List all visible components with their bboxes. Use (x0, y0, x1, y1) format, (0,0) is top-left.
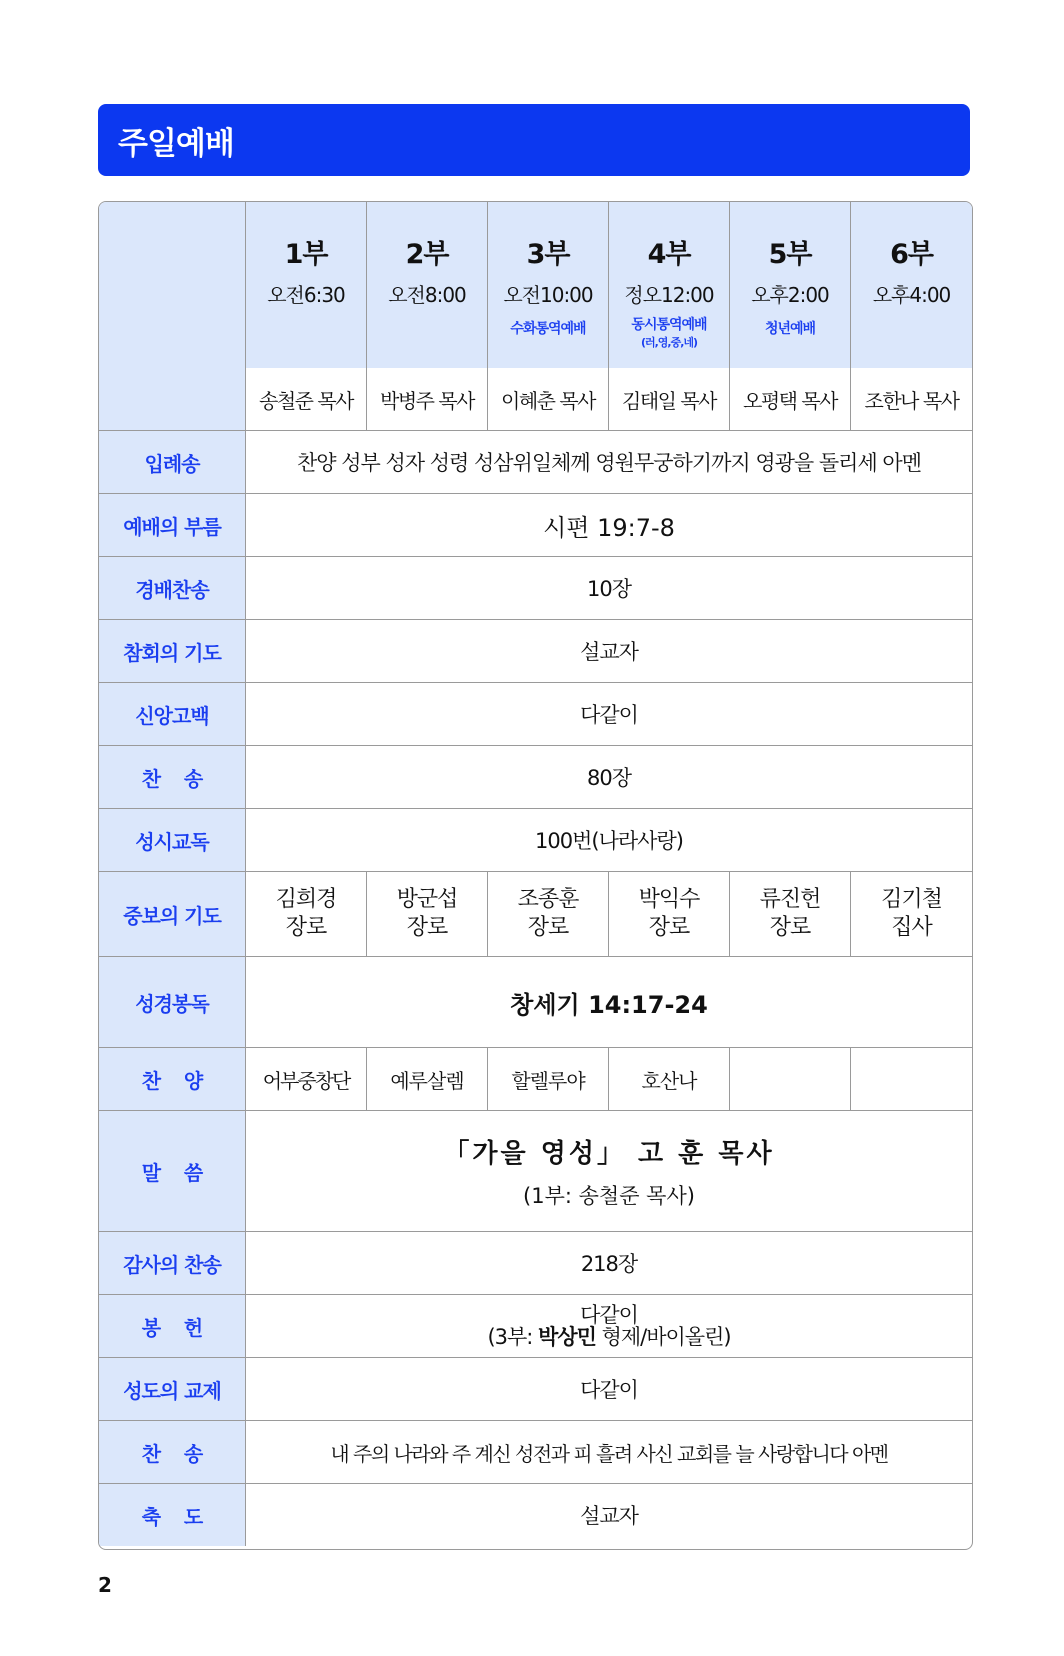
service-header-2 (367, 202, 488, 368)
service-header-4 (609, 202, 730, 368)
offering-performer: 박상민 (538, 1325, 596, 1349)
intercessor-cell (609, 872, 730, 957)
row-label-introit: 입례송 (99, 431, 246, 494)
row-label-creed: 신앙고백 (99, 683, 246, 746)
intercessor-title: 장로 (769, 915, 811, 940)
service-time: 오전8:00 (388, 283, 466, 307)
intercessor-cell (730, 872, 851, 957)
service-time: 오후2:00 (751, 283, 829, 307)
anthem-cell: 할렐루야 (488, 1048, 609, 1111)
service-note: 동시통역예배 (631, 317, 707, 333)
intercessor-title: 집사 (891, 915, 932, 940)
service-part: 5부 (768, 239, 812, 270)
service-note: 수화통역예배 (510, 321, 586, 337)
row-label-scripture: 성경봉독 (99, 957, 246, 1048)
service-part: 3부 (526, 239, 570, 270)
row-label-hymn-of-praise: 경배찬송 (99, 557, 246, 620)
row-label-call-to-worship: 예배의 부름 (99, 494, 246, 557)
intercessor-name: 방군섭 (396, 887, 458, 912)
row-label-thanks-hymn: 감사의 찬송 (99, 1232, 246, 1295)
intercessor-title: 장로 (527, 915, 569, 940)
row-label-closing-hymn: 찬 송 (99, 1421, 246, 1484)
service-pastor-5: 오평택 목사 (730, 368, 851, 431)
offering-note (487, 1326, 730, 1348)
introit-value: 찬양 성부 성자 성령 성삼위일체께 영원무궁하기까지 영광을 돌리세 아멘 (246, 431, 972, 494)
service-header-5 (730, 202, 851, 368)
service-pastor-3: 이혜춘 목사 (488, 368, 609, 431)
call-to-worship-value: 시편 19:7-8 (246, 494, 972, 557)
service-time: 정오12:00 (624, 283, 714, 307)
service-time: 오후4:00 (872, 283, 951, 307)
service-header-3 (488, 202, 609, 368)
service-note: 청년예배 (764, 321, 816, 337)
row-label-anthem: 찬 양 (99, 1048, 246, 1111)
closing-hymn-value: 내 주의 나라와 주 계신 성전과 피 흘려 사신 교회를 늘 사랑합니다 아멘 (246, 1421, 972, 1484)
creed-value: 다같이 (246, 683, 972, 746)
row-label-responsive-reading: 성시교독 (99, 809, 246, 872)
intercessor-title: 장로 (406, 915, 448, 940)
thanks-hymn-value: 218장 (246, 1232, 972, 1295)
service-part: 1부 (284, 239, 328, 270)
service-header-6 (851, 202, 972, 368)
service-part: 6부 (890, 239, 933, 270)
intercessor-cell (246, 872, 367, 957)
row-label-fellowship: 성도의 교제 (99, 1358, 246, 1421)
anthem-cell (730, 1048, 851, 1111)
offering-value: 다같이 (580, 1303, 638, 1327)
row-label-prayer-of-confession: 참회의 기도 (99, 620, 246, 683)
intercessor-cell (367, 872, 488, 957)
row-label-hymn: 찬 송 (99, 746, 246, 809)
intercessor-name: 박익수 (638, 887, 700, 912)
anthem-cell (851, 1048, 972, 1111)
intercessor-name: 김기철 (881, 887, 942, 912)
intercessor-name: 조종훈 (517, 887, 579, 912)
service-time: 오전10:00 (503, 283, 593, 307)
offering-note-prefix: (3부: (487, 1325, 539, 1349)
page-number: 2 (98, 1573, 112, 1597)
intercessor-title: 장로 (648, 915, 690, 940)
service-pastor-4: 김태일 목사 (609, 368, 730, 431)
intercessor-cell (488, 872, 609, 957)
hymn-value: 80장 (246, 746, 972, 809)
fellowship-value: 다같이 (246, 1358, 972, 1421)
sermon-title: 「가을 영성」 고 훈 목사 (443, 1138, 775, 1169)
row-label-intercessory-prayer: 중보의 기도 (99, 872, 246, 957)
intercessor-title: 장로 (285, 915, 327, 940)
offering-note-suffix: 형제/바이올린) (595, 1325, 731, 1349)
service-part: 2부 (405, 239, 449, 270)
service-part: 4부 (647, 239, 691, 270)
intercessor-name: 류진헌 (759, 887, 821, 912)
row-label-sermon: 말 씀 (99, 1111, 246, 1232)
anthem-cell: 호산나 (609, 1048, 730, 1111)
service-time: 오전6:30 (267, 283, 345, 307)
table-corner (99, 202, 246, 431)
worship-order-table (98, 201, 973, 1550)
service-pastor-2: 박병주 목사 (367, 368, 488, 431)
anthem-cell: 예루살렘 (367, 1048, 488, 1111)
intercessor-name: 김희경 (275, 887, 337, 912)
intercessor-cell (851, 872, 972, 957)
section-banner (98, 104, 970, 176)
scripture-value: 창세기 14:17-24 (246, 957, 972, 1048)
responsive-reading-value: 100번(나라사랑) (246, 809, 972, 872)
page-title: 주일예배 (118, 125, 234, 162)
service-pastor-6: 조한나 목사 (851, 368, 972, 431)
sermon-cell (246, 1111, 972, 1232)
offering-cell (246, 1295, 972, 1358)
service-header-1 (246, 202, 367, 368)
benediction-value: 설교자 (580, 1504, 638, 1528)
prayer-of-confession-value: 설교자 (246, 620, 972, 683)
sermon-preacher-note: (1부: 송철준 목사) (523, 1183, 695, 1208)
row-label-offering: 봉 헌 (99, 1295, 246, 1358)
service-note-sub: (러,영,중,네) (640, 336, 698, 349)
hymn-of-praise-value: 10장 (246, 557, 972, 620)
service-pastor-1: 송철준 목사 (246, 368, 367, 431)
row-label-benediction: 축 도 (99, 1484, 246, 1546)
anthem-cell: 어부중창단 (246, 1048, 367, 1111)
